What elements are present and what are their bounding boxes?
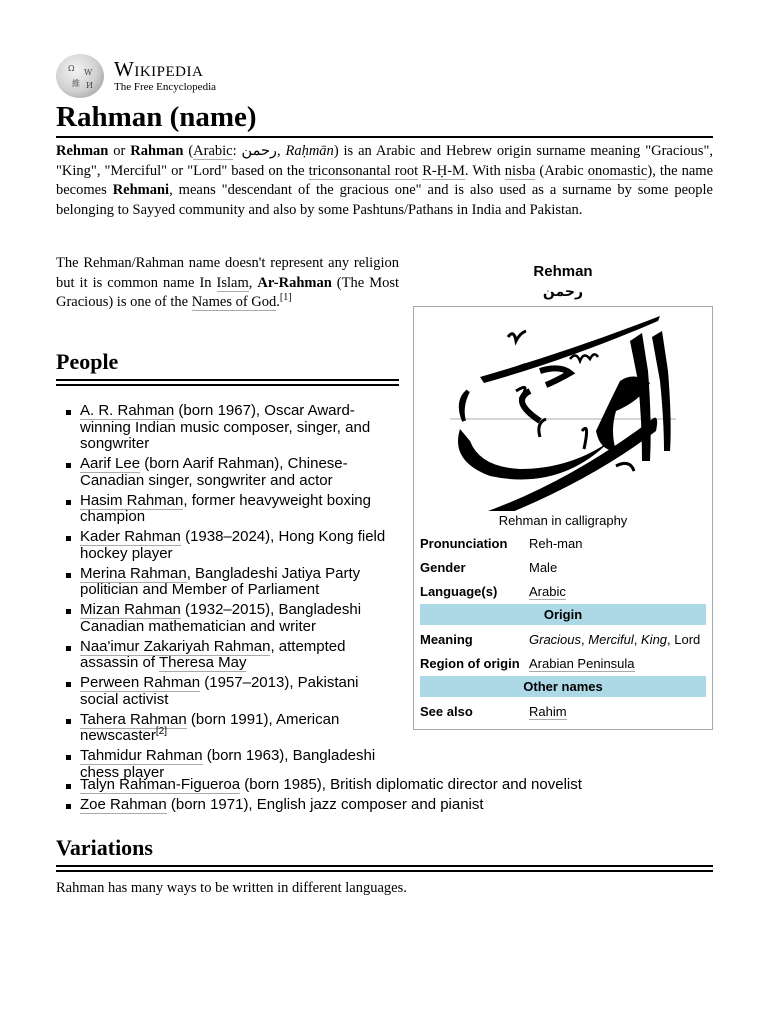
infobox-row-pronunciation: Pronunciation Reh-man: [420, 535, 583, 551]
infobox-table: [413, 306, 713, 730]
article-page: [56, 52, 714, 896]
wordmark-tagline: The Free Encyclopedia: [114, 81, 217, 93]
lead-paragraph: Rehman or Rahman (Arabic: رحمن, Raḥmān) is an Arabic and Hebrew origin surname meaning "Gracious", "King", "Merciful" or "Lord" based on the triconsonantal root R-Ḥ-M. With nisba (Arabic onomastic), the name becomes Rehmani, means "descendant of the gracious one" and is also used as a surname by some people belonging to Sayyed community and also by some Pashtuns/Pathans in India and Pakistan.: [56, 143, 714, 218]
variations-section: [56, 834, 713, 899]
link-arabic-language[interactable]: Arabic: [529, 583, 566, 599]
link-theresa-may[interactable]: Theresa May: [158, 654, 247, 671]
link-rahim[interactable]: Rahim: [529, 703, 567, 719]
infobox-other-names-header: Other names: [420, 676, 706, 697]
list-item: A. R. Rahman (born 1967), Oscar Award-winning Indian music composer, singer, and songwriter: [80, 403, 399, 453]
religion-paragraph: The Rehman/Rahman name doesn't represent any religion but it is common name In Islam, Ar-Rahman (The Most Gracious) is one of the Names of God.[1]: [56, 255, 400, 311]
people-list-continued: [56, 777, 713, 817]
section-heading-people: People: [56, 348, 399, 381]
infobox-row-meaning: Meaning Gracious, Merciful, King, Lord: [420, 631, 701, 647]
list-item: Merina Rahman, Bangladeshi Jatiya Party politician and Member of Parliament: [80, 566, 399, 599]
list-item: Zoe Rahman (born 1971), English jazz composer and pianist: [80, 797, 713, 814]
link-triconsonantal-root[interactable]: triconsonantal root: [308, 162, 419, 179]
list-item: Naa'imur Zakariyah Rahman, attempted assassin of Theresa May: [80, 639, 399, 672]
list-item: Mizan Rahman (1932–2015), Bangladeshi Canadian mathematician and writer: [80, 602, 399, 635]
link-onomastic[interactable]: onomastic: [587, 162, 648, 179]
intro-second-paragraph: [56, 254, 399, 313]
reference-2[interactable]: [2]: [155, 726, 167, 737]
wordmark: [114, 59, 216, 93]
wikipedia-globe-icon: Ω W 維 И: [56, 54, 104, 98]
reference-1[interactable]: [1]: [279, 292, 292, 304]
wikipedia-logo[interactable]: [56, 52, 713, 100]
people-list: [56, 403, 399, 781]
link-r-h-m[interactable]: R-Ḥ-M: [422, 162, 465, 179]
list-item: Talyn Rahman-Figueroa (born 1985), British diplomatic director and novelist: [80, 777, 713, 794]
infobox-row-see-also: See also Rahim: [420, 703, 567, 719]
infobox-caption: Rehman in calligraphy: [498, 513, 628, 528]
link-nisba[interactable]: nisba: [504, 162, 536, 179]
list-item: Aarif Lee (born Aarif Rahman), Chinese-Canadian singer, songwriter and actor: [80, 456, 399, 489]
list-item: Perween Rahman (1957–2013), Pakistani social activist: [80, 675, 399, 708]
link-arabian-peninsula[interactable]: Arabian Peninsula: [529, 655, 635, 671]
list-item: Tahera Rahman (born 1991), American newscaster[2]: [80, 712, 399, 745]
variations-text: Rahman has many ways to be written in different languages.: [56, 880, 407, 896]
calligraphy-icon: [420, 311, 706, 511]
infobox-row-language: Language(s) Arabic: [420, 583, 566, 599]
list-item: Tahmidur Rahman (born 1963), Bangladeshi chess player: [80, 748, 399, 781]
link-islam[interactable]: Islam: [216, 274, 249, 291]
infobox-row-region: Region of origin Arabian Peninsula: [420, 655, 635, 671]
section-heading-variations: Variations: [56, 834, 713, 867]
link-names-of-god[interactable]: Names of God: [191, 294, 277, 311]
infobox: [413, 262, 713, 730]
wordmark-title: Wikipedia: [114, 57, 204, 81]
list-item: Hasim Rahman, former heavyweight boxing champion: [80, 493, 399, 526]
list-item: Kader Rahman (1938–2024), Hong Kong field hockey player: [80, 529, 399, 562]
infobox-row-gender: Gender Male: [420, 559, 558, 575]
page-title: Rahman (name): [56, 100, 713, 138]
infobox-arabic-title: رحمن: [542, 284, 584, 300]
people-section: [56, 348, 399, 785]
infobox-title: Rehman: [533, 263, 593, 280]
infobox-origin-header: Origin: [420, 604, 706, 625]
calligraphy-image[interactable]: [420, 311, 706, 511]
link-arabic[interactable]: Arabic: [193, 143, 233, 159]
